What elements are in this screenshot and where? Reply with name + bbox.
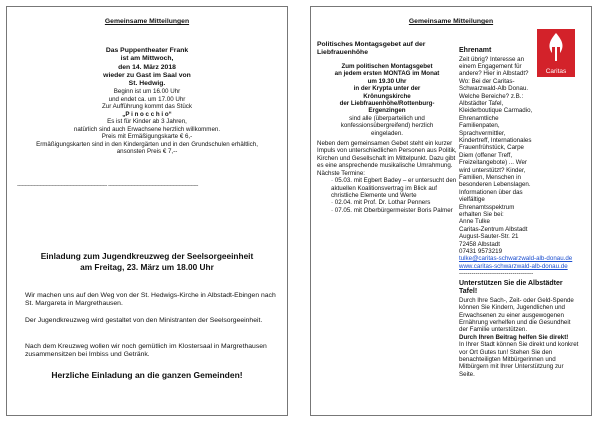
contact-line: Anne Tulke — [459, 218, 490, 226]
puppet-line: Zur Aufführung kommt das Stück — [102, 103, 192, 111]
montagsgebet-column — [317, 41, 457, 214]
gebet-line: um 19.30 Uhr — [367, 77, 407, 85]
gebet-line: der Liebfrauenhöhe/Rottenburg- — [339, 100, 435, 108]
date-item: · 05.03. mit Egbert Badey – er untersucht den aktuellen Koalitionsvertrag im Blick auf christliche Elemente und Werte — [331, 177, 457, 199]
puppet-line: und endet ca. um 17.00 Uhr — [108, 95, 186, 103]
gebet-line: konfessionsübergreifend) herzlich — [340, 122, 434, 130]
tafel-end: In Ihrer Stadt können Sie direkt und konkret vor Ort Gutes tun! Stehen Sie den benachteiligten Mitbürgerinnen und Mitbürgern mit Ihrer Unterstützung zur Seite. — [459, 341, 579, 378]
kreuz-line: am Freitag, 23. März um 18.00 Uhr — [80, 261, 214, 272]
puppet-line: Das Puppentheater Frank — [105, 47, 189, 54]
date-item: · 07.05. mit Oberbürgermeister Boris Palmer — [331, 206, 453, 214]
puppet-line: den 14. März 2018 — [118, 63, 176, 71]
gebet-line: sind alle (überparteilich und — [349, 114, 425, 122]
date-item: · 02.04. mit Prof. Dr. Lothar Penners — [331, 199, 431, 207]
puppet-line: Ermäßigungskarten sind in den Kindergärten und in den Grundschulen erhältlich, — [36, 140, 258, 148]
gebet-line: in der Krypta unter der — [353, 85, 421, 93]
gebet-line: an jedem ersten MONTAG im Monat — [334, 70, 440, 78]
website-link[interactable]: www.caritas-schwarzwald-alb-donau.de — [459, 262, 568, 270]
puppet-line: ansonsten Preis € 7,-- — [116, 148, 178, 156]
paragraph: Wir machen uns auf den Weg von der St. Hedwigs-Kirche in Albstadt-Ebingen nach St. Margareta in Margrethausen. — [25, 292, 276, 308]
right-page — [310, 6, 592, 416]
contact-line: Caritas-Zentrum Albstadt — [459, 225, 528, 233]
puppet-line: Preis mit Ermäßigungskarte € 6,- — [101, 133, 193, 141]
puppet-line: wieder zu Gast im Saal von — [103, 71, 191, 79]
page-header: Gemeinsame Mitteilungen — [408, 18, 494, 25]
gebet-line: Zum politischen Montagsgebet — [341, 63, 433, 70]
ehrenamt-title: Ehrenamt — [459, 47, 492, 54]
contact-line: August-Sauter-Str. 21 — [459, 233, 519, 241]
puppet-play-title: „P i n o c c h i o“ — [122, 110, 172, 118]
puppet-line: Es ist für Kinder ab 3 Jahren, — [107, 118, 187, 126]
jugendkreuzweg-title — [13, 251, 281, 272]
paragraph: Nach dem Kreuzweg wollen wir noch gemütlich im Klostersaal in Margrethausen zusammensitzen bei Imbiss und Getränk. — [25, 343, 267, 359]
contact-line: 72458 Albstadt — [459, 240, 500, 248]
left-page — [6, 6, 288, 416]
divider: ------------------------------------ — [459, 270, 534, 278]
gebet-line: Krönungskirche — [363, 92, 411, 100]
puppet-line: Beginn ist um 16.00 Uhr — [113, 88, 181, 96]
kreuz-line: Einladung zum Jugendkreuzweg der Seelsorgeeinheit — [40, 251, 254, 261]
closing-invitation: Herzliche Einladung an die ganzen Gemeinden! — [51, 370, 243, 380]
gebet-line: eingeladen. — [371, 129, 403, 137]
divider: ------------------------------------------------------------ ------------------------------------------------------------ — [17, 183, 198, 189]
ehrenamt-text: Zeit übrig? Interesse an einem Engagement für andere? Hier in Albstadt? Wo: Bei der Caritas-Schwarzwald-Alb Donau. Welche Bereiche? z.B.: Albstädter Tafel, Kleiderboutique Carmadio, Ehrenamtliche Familienpaten, Sprachvermittler, Kindertreff, Internationales Frauenfrühstück, Carpe Diem (offener Treff, Freizeitangebote) ... Wer wird unterstützt? Kinder, Familien, Menschen in besonderen Lebenslagen. Informationen über das vielfältige Ehrenamtsspektrum erhalten Sie bei: — [459, 55, 533, 219]
tafel-text: Durch Ihre Sach-, Zeit- oder Geld-Spende können Sie Kindern, Jugendlichen und Erwachsenen zu einer ausgewogenen Ernährung verhelfen und die Gesundheit der Familie unterstützen. — [459, 296, 574, 334]
ehrenamt-column — [459, 47, 579, 378]
caritas-wordmark: Caritas — [545, 68, 567, 75]
puppet-line: natürlich sind auch Erwachsene herzlich willkommen. — [73, 125, 221, 133]
puppet-theater-announcement — [17, 47, 277, 156]
tafel-bold: Durch Ihren Beitrag helfen Sie direkt! — [459, 333, 569, 341]
puppet-line: ist am Mittwoch, — [120, 55, 174, 63]
page-header: Gemeinsame Mitteilungen — [104, 18, 190, 25]
tafel-title: Unterstützen Sie die Albstädter Tafel! — [459, 279, 563, 296]
puppet-line: St. Hedwig. — [128, 80, 166, 88]
contact-line: 07431 9573219 — [459, 248, 503, 256]
email-link[interactable]: tulke@caritas-schwarzwald-alb-donau.de — [459, 255, 573, 263]
paragraph: Der Jugendkreuzweg wird gestaltet von den Ministranten der Seelsorgeeinheit. — [25, 317, 263, 324]
gebet-body: Neben dem gemeinsamen Gebet steht ein kurzer Impuls von unterschiedlichen Personen aus Politik, Kirchen und Gesellschaft im Mittelpunkt. Dazu gibt es eine ansprechende musikalische Umrahmung. — [317, 140, 457, 170]
montagsgebet-title: Politisches Montagsgebet auf der Liebfrauenhöhe — [317, 41, 426, 56]
next-dates-label: Nächste Termine: — [317, 169, 366, 177]
gebet-line: Ergenzingen — [368, 107, 406, 115]
